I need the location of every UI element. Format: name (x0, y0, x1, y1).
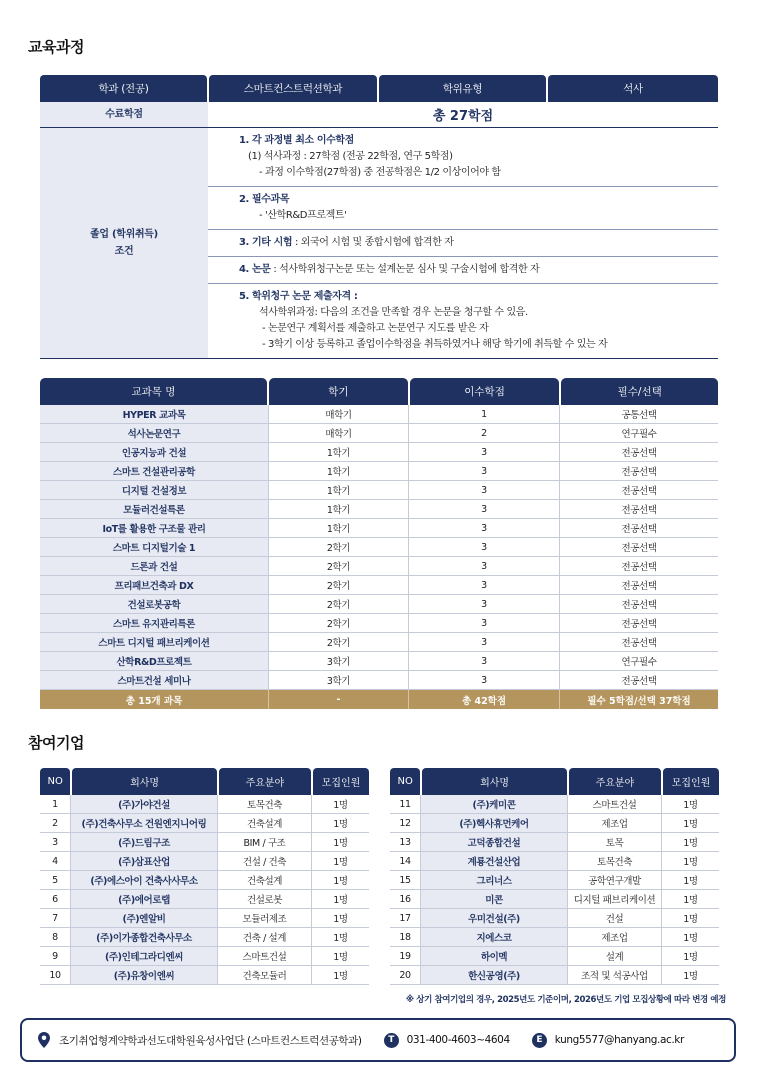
graduation-row (40, 128, 718, 359)
company-no: 16 (390, 890, 421, 908)
course-credit: 3 (409, 443, 560, 461)
requirement-4-title: 4. 논문 (239, 264, 271, 275)
header-dept-value: 스마트컨스트럭션학과 (209, 75, 377, 102)
office-name: 조기취업형계약학과선도대학원육성사업단 (스마트컨스트럭션공학과) (59, 1034, 362, 1047)
company-field: 제조업 (568, 928, 662, 946)
company-row (40, 909, 369, 928)
graduation-label-line2: 조건 (114, 246, 134, 257)
course-header (40, 378, 718, 405)
course-table (40, 378, 718, 709)
graduation-label-line1: 졸업 (학위취득) (90, 229, 158, 240)
company-row (40, 947, 369, 966)
course-name: 건설로봇공학 (40, 595, 269, 613)
course-name: 드론과 건설 (40, 557, 269, 575)
company-header-no: NO (40, 768, 70, 795)
tel-number[interactable]: 031-400-4603~4604 (406, 1034, 510, 1046)
course-type: 전공선택 (621, 524, 657, 535)
curriculum-table (40, 75, 718, 359)
requirement-5-line2: - 논문연구 계획서를 제출하고 논문연구 지도를 받은 자 (262, 323, 489, 334)
course-name: 스마트 건설관리공학 (40, 462, 269, 480)
curriculum-header (40, 75, 718, 102)
company-name: 하이멕 (421, 947, 568, 965)
course-semester: 2학기 (269, 538, 409, 556)
company-count: 1명 (333, 876, 348, 887)
header-degree-label: 학위유형 (379, 75, 546, 102)
course-semester: 매학기 (269, 405, 409, 423)
course-credit: 3 (409, 671, 560, 689)
company-field: 토목건축 (218, 795, 312, 813)
company-field: 건설 / 건축 (218, 852, 312, 870)
credit-label: 수료학점 (40, 102, 208, 127)
company-name: 고덕종합건설 (421, 833, 568, 851)
requirement-5-line1: 석사학위과정: 다음의 조건을 만족할 경우 논문을 청구할 수 있음. (259, 307, 528, 318)
location-pin-icon (38, 1032, 50, 1048)
course-credit: 3 (409, 595, 560, 613)
course-row (40, 614, 718, 633)
course-type: 전공선택 (621, 505, 657, 516)
company-row (390, 890, 719, 909)
company-no: 14 (390, 852, 421, 870)
company-name: (주)유창이엔씨 (71, 966, 218, 984)
course-credit: 3 (409, 652, 560, 670)
course-credit: 3 (409, 462, 560, 480)
company-field: 토목 (568, 833, 662, 851)
company-count: 1명 (333, 895, 348, 906)
company-count: 1명 (333, 857, 348, 868)
course-credit: 3 (409, 538, 560, 556)
graduation-label (40, 128, 208, 358)
company-row (40, 795, 369, 814)
header-degree-value: 석사 (548, 75, 718, 102)
course-type: 전공선택 (621, 486, 657, 497)
course-credit: 3 (409, 519, 560, 537)
course-row (40, 633, 718, 652)
course-type: 전공선택 (621, 638, 657, 649)
company-no: 4 (40, 852, 71, 870)
company-count: 1명 (333, 800, 348, 811)
course-semester: 2학기 (269, 576, 409, 594)
company-name: (주)인테그라디엔씨 (71, 947, 218, 965)
company-header-field: 주요분야 (219, 768, 311, 795)
course-credit: 3 (409, 500, 560, 518)
course-credit: 3 (409, 614, 560, 632)
requirement-5-title: 5. 학위청구 논문 제출자격 : (239, 291, 358, 302)
course-type: 전공선택 (621, 467, 657, 478)
company-name: 계룡건설산업 (421, 852, 568, 870)
company-count: 1명 (683, 876, 698, 887)
company-field: 설계 (568, 947, 662, 965)
company-no: 2 (40, 814, 71, 832)
company-name: (주)건축사무소 건원엔지니어링 (71, 814, 218, 832)
company-name: (주)엔알비 (71, 909, 218, 927)
company-field: 모듈러제조 (218, 909, 312, 927)
company-name: (주)이가종합건축사무소 (71, 928, 218, 946)
course-semester: 1학기 (269, 519, 409, 537)
course-semester: 3학기 (269, 652, 409, 670)
course-semester: 2학기 (269, 557, 409, 575)
companies-footnote: ※ 상기 참여기업의 경우, 2025년도 기준이며, 2026년도 기업 모집상황에 따라 변경 예정 (405, 995, 726, 1005)
company-no: 11 (390, 795, 421, 813)
requirement-3 (208, 230, 718, 257)
course-header-semester: 학기 (269, 378, 408, 405)
company-field: 제조업 (568, 814, 662, 832)
company-no: 20 (390, 966, 421, 984)
course-total-row (40, 690, 718, 709)
company-name: (주)삼표산업 (71, 852, 218, 870)
company-no: 7 (40, 909, 71, 927)
companies-title: 참여기업 (28, 734, 84, 752)
course-header-credit: 이수학점 (410, 378, 560, 405)
company-name: 우미건설(주) (421, 909, 568, 927)
company-count: 1명 (683, 895, 698, 906)
company-header-count: 모집인원 (313, 768, 369, 795)
company-field: 스마트건설 (568, 795, 662, 813)
course-name: 산학R&D프로젝트 (40, 652, 269, 670)
company-header-name: 회사명 (422, 768, 566, 795)
course-row (40, 462, 718, 481)
requirement-5 (208, 284, 718, 358)
company-name: (주)에어로랩 (71, 890, 218, 908)
company-header-no: NO (390, 768, 420, 795)
course-header-type: 필수/선택 (561, 378, 718, 405)
company-header-left (40, 768, 369, 795)
phone-icon: T (384, 1033, 399, 1048)
requirement-3-text: : 외국어 시험 및 종합시험에 합격한 자 (292, 237, 454, 248)
course-semester: 2학기 (269, 633, 409, 651)
total-breakdown: 필수 5학점/선택 37학점 (587, 695, 691, 707)
company-field: 건축 / 설계 (218, 928, 312, 946)
company-row (390, 852, 719, 871)
company-body-left (40, 795, 369, 985)
company-field: 건축설계 (218, 871, 312, 889)
company-no: 1 (40, 795, 71, 813)
company-field: 건설 (568, 909, 662, 927)
course-row (40, 671, 718, 690)
company-no: 3 (40, 833, 71, 851)
course-semester: 1학기 (269, 443, 409, 461)
company-row (390, 966, 719, 985)
company-row (390, 947, 719, 966)
company-field: BIM / 구조 (218, 833, 312, 851)
company-row (40, 890, 369, 909)
course-name: 스마트 유지관리특론 (40, 614, 269, 632)
course-name: 디지털 건설정보 (40, 481, 269, 499)
company-row (40, 966, 369, 985)
company-count: 1명 (683, 952, 698, 963)
course-row (40, 538, 718, 557)
course-name: 모듈러건설특론 (40, 500, 269, 518)
total-credits: 총 42학점 (409, 690, 560, 709)
course-semester: 3학기 (269, 671, 409, 689)
company-field: 토목건축 (568, 852, 662, 870)
company-count: 1명 (683, 914, 698, 925)
course-semester: 2학기 (269, 614, 409, 632)
company-row (40, 852, 369, 871)
course-row (40, 652, 718, 671)
company-row (390, 814, 719, 833)
company-header-count: 모집인원 (663, 768, 719, 795)
company-field: 조적 및 석공사업 (568, 966, 662, 984)
company-table-right (390, 768, 719, 985)
course-row (40, 443, 718, 462)
company-count: 1명 (333, 933, 348, 944)
requirement-2-title: 2. 필수과목 (239, 194, 290, 205)
company-row (40, 871, 369, 890)
company-no: 17 (390, 909, 421, 927)
course-semester: 1학기 (269, 500, 409, 518)
course-type: 공통선택 (621, 410, 657, 421)
course-name: 프리패브건축과 DX (40, 576, 269, 594)
requirement-3-title: 3. 기타 시험 (239, 237, 293, 248)
graduation-requirements (208, 128, 718, 358)
company-count: 1명 (683, 838, 698, 849)
company-name: (주)케미콘 (421, 795, 568, 813)
course-type: 전공선택 (621, 619, 657, 630)
course-credit: 3 (409, 633, 560, 651)
company-field: 건축모듈러 (218, 966, 312, 984)
contact-bar (20, 1018, 736, 1062)
company-row (390, 909, 719, 928)
course-row (40, 500, 718, 519)
course-row (40, 424, 718, 443)
company-count: 1명 (683, 933, 698, 944)
requirement-1-line2: - 과정 이수학점(27학점) 중 전공학점은 1/2 이상이어야 함 (259, 167, 501, 178)
company-table-left (40, 768, 369, 985)
company-no: 15 (390, 871, 421, 889)
requirement-2-line1: - '산학R&D프로젝트' (259, 210, 347, 221)
company-field: 건설로봇 (218, 890, 312, 908)
course-row (40, 576, 718, 595)
company-header-name: 회사명 (72, 768, 216, 795)
company-no: 9 (40, 947, 71, 965)
company-no: 13 (390, 833, 421, 851)
course-row (40, 595, 718, 614)
course-credit: 3 (409, 557, 560, 575)
course-semester: 2학기 (269, 595, 409, 613)
company-count: 1명 (333, 971, 348, 982)
requirement-1-line1: (1) 석사과정 : 27학점 (전공 22학점, 연구 5학점) (248, 151, 453, 162)
header-dept-label: 학과 (전공) (40, 75, 207, 102)
company-header-field: 주요분야 (569, 768, 661, 795)
company-name: (주)드림구조 (71, 833, 218, 851)
company-count: 1명 (333, 952, 348, 963)
company-body-right (390, 795, 719, 985)
email-icon: E (532, 1033, 547, 1048)
company-name: (주)가야건설 (71, 795, 218, 813)
credit-row (40, 102, 718, 128)
course-credit: 3 (409, 576, 560, 594)
company-row (390, 928, 719, 947)
course-type: 전공선택 (621, 448, 657, 459)
course-type: 전공선택 (621, 543, 657, 554)
company-no: 5 (40, 871, 71, 889)
company-field: 디지털 패브리케이션 (568, 890, 662, 908)
company-no: 6 (40, 890, 71, 908)
contact-email (532, 1033, 684, 1048)
course-semester: 1학기 (269, 481, 409, 499)
course-row (40, 481, 718, 500)
requirement-2 (208, 187, 718, 230)
company-name: 한신공영(주) (421, 966, 568, 984)
company-no: 19 (390, 947, 421, 965)
company-row (390, 871, 719, 890)
company-count: 1명 (333, 914, 348, 925)
company-header-right (390, 768, 719, 795)
course-name: IoT를 활용한 구조물 관리 (40, 519, 269, 537)
email-address[interactable]: kung5577@hanyang.ac.kr (554, 1034, 684, 1046)
requirement-4-text: : 석사학위청구논문 또는 설계논문 심사 및 구술시험에 합격한 자 (270, 264, 540, 275)
course-row (40, 557, 718, 576)
company-row (40, 928, 369, 947)
course-type: 전공선택 (621, 581, 657, 592)
company-no: 12 (390, 814, 421, 832)
company-name: (주)에스아이 건축사사무소 (71, 871, 218, 889)
course-body (40, 405, 718, 690)
course-semester: 1학기 (269, 462, 409, 480)
company-count: 1명 (333, 838, 348, 849)
requirement-4 (208, 257, 718, 284)
company-count: 1명 (683, 800, 698, 811)
company-count: 1명 (683, 971, 698, 982)
company-name: 그리너스 (421, 871, 568, 889)
company-row (390, 833, 719, 852)
credit-value: 총 27학점 (432, 109, 494, 124)
company-field: 공학연구개발 (568, 871, 662, 889)
course-credit: 1 (409, 405, 560, 423)
company-field: 스마트건설 (218, 947, 312, 965)
company-name: (주)헥사휴먼케어 (421, 814, 568, 832)
requirement-1-title: 1. 각 과정별 최소 이수학점 (239, 135, 354, 146)
course-type: 전공선택 (621, 676, 657, 687)
company-name: 지에스코 (421, 928, 568, 946)
curriculum-title: 교육과정 (28, 38, 84, 56)
company-count: 1명 (333, 819, 348, 830)
course-type: 연구필수 (621, 429, 657, 440)
course-row (40, 519, 718, 538)
contact-office (38, 1032, 362, 1048)
course-row (40, 405, 718, 424)
company-row (40, 833, 369, 852)
contact-tel (384, 1033, 510, 1048)
course-name: HYPER 교과목 (40, 405, 269, 423)
company-no: 18 (390, 928, 421, 946)
company-no: 8 (40, 928, 71, 946)
requirement-5-line3: - 3학기 이상 등록하고 졸업이수학점을 취득하였거나 해당 학기에 취득할 수 있는 자 (262, 339, 608, 350)
total-semester: - (269, 690, 409, 709)
company-count: 1명 (683, 819, 698, 830)
course-name: 석사논문연구 (40, 424, 269, 442)
course-type: 연구필수 (621, 657, 657, 668)
company-count: 1명 (683, 857, 698, 868)
company-field: 건축설계 (218, 814, 312, 832)
company-no: 10 (40, 966, 71, 984)
course-name: 스마트 디지털 패브리케이션 (40, 633, 269, 651)
course-type: 전공선택 (621, 600, 657, 611)
requirement-1 (208, 128, 718, 187)
course-name: 스마트 디지털기술 1 (40, 538, 269, 556)
course-name: 스마트건설 세미나 (40, 671, 269, 689)
course-credit: 2 (409, 424, 560, 442)
company-row (390, 795, 719, 814)
total-courses: 총 15개 과목 (40, 690, 269, 709)
course-name: 인공지능과 건설 (40, 443, 269, 461)
course-type: 전공선택 (621, 562, 657, 573)
company-name: 미콘 (421, 890, 568, 908)
course-semester: 매학기 (269, 424, 409, 442)
company-row (40, 814, 369, 833)
course-credit: 3 (409, 481, 560, 499)
course-header-name: 교과목 명 (40, 378, 267, 405)
